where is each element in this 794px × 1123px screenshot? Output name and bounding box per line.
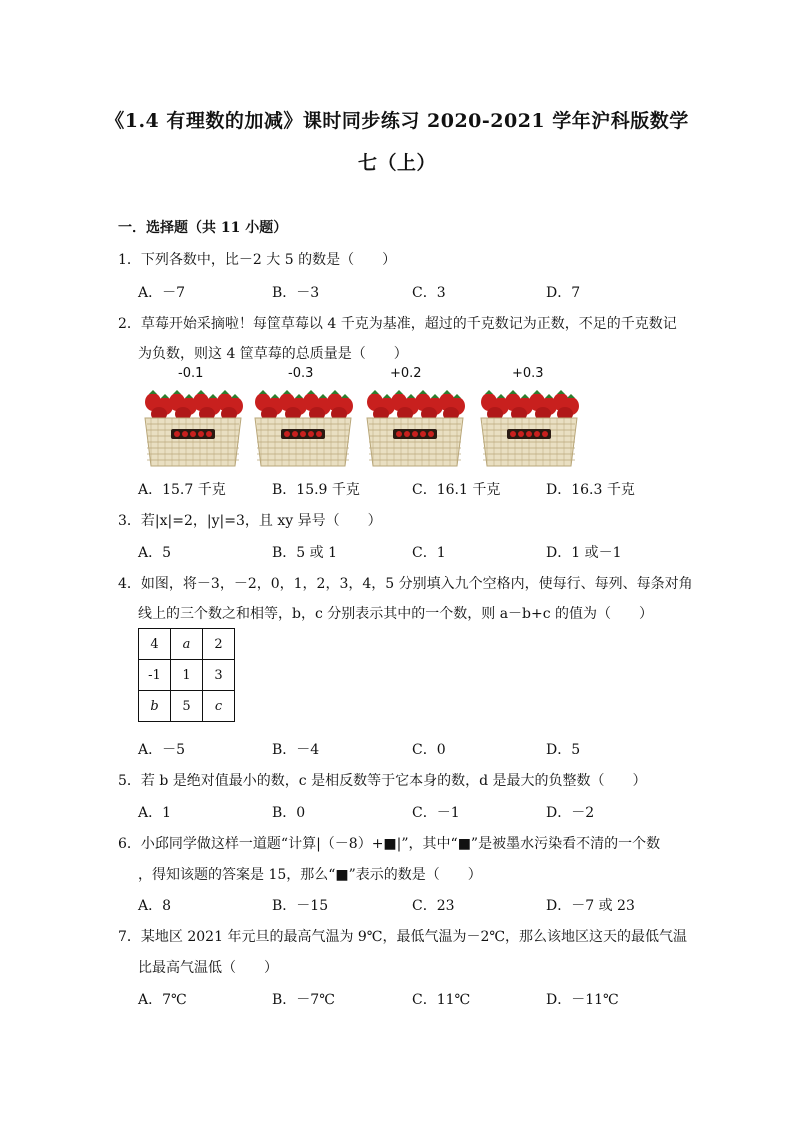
question-text: 小邱同学做这样一道题“计算|（－8）+■|”，其中“■”是被墨水污染看不清的一个数 (140, 836, 661, 852)
q1-option-b: B．－3 (272, 285, 320, 301)
basket-label-4: +0.3 (512, 366, 544, 381)
q5-option-b: B．0 (272, 805, 306, 821)
q6-option-a: A．8 (138, 898, 172, 914)
question-5 (118, 770, 647, 790)
basket-label-3: +0.2 (390, 366, 422, 381)
q6-option-c: C．23 (412, 898, 455, 914)
strawberry-basket-image (253, 382, 353, 468)
question-2-line2: 为负数，则这 4 筐草莓的总质量是（ ） (138, 346, 408, 362)
grid-row (139, 691, 235, 722)
question-3 (118, 510, 382, 530)
q4-option-a: A．－5 (138, 742, 186, 758)
question-7-line2: 比最高气温低（ ） (138, 960, 278, 976)
q6-option-b: B．－15 (272, 898, 329, 914)
question-text: 若|x|=2，|y|=3，且 xy 异号（ ） (140, 513, 382, 529)
q7-option-a: A．7℃ (138, 992, 187, 1008)
q1-option-c: C．3 (412, 285, 446, 301)
q5-option-d: D．－2 (546, 805, 595, 821)
grid-cell: 2 (203, 629, 235, 660)
question-text: 如图，将－3，－2，0，1，2，3，4，5 分别填入九个空格内，使每行、每列、每条对角 (140, 576, 693, 592)
q3-option-c: C．1 (412, 545, 446, 561)
question-text: 若 b 是绝对值最小的数，c 是相反数等于它本身的数，d 是最大的负整数（ ） (140, 773, 647, 789)
page-title: 《1.4 有理数的加减》课时同步练习 2020-2021 学年沪科版数学 (105, 110, 689, 132)
q5-option-a: A．1 (138, 805, 172, 821)
q3-option-b: B．5 或 1 (272, 545, 338, 561)
grid-cell: 5 (171, 691, 203, 722)
grid-cell: 1 (171, 660, 203, 691)
q4-option-b: B．－4 (272, 742, 320, 758)
q1-option-d: D．7 (546, 285, 581, 301)
magic-square-grid (138, 628, 235, 722)
q1-option-a: A．－7 (138, 285, 186, 301)
question-text: 草莓开始采摘啦！每筐草莓以 4 千克为基准，超过的千克数记为正数，不足的千克数记 (140, 316, 677, 332)
grid-cell: c (203, 691, 235, 722)
question-6 (118, 833, 660, 853)
q3-option-a: A．5 (138, 545, 172, 561)
strawberry-basket-image (143, 382, 243, 468)
grid-cell: 4 (139, 629, 171, 660)
question-4-line2: 线上的三个数之和相等，b，c 分别表示其中的一个数，则 a－b+c 的值为（ ） (138, 606, 654, 622)
question-6-line2: ，得知该题的答案是 15，那么“■”表示的数是（ ） (138, 867, 482, 883)
grid-cell: -1 (139, 660, 171, 691)
question-number: 5． (118, 773, 141, 789)
grid-cell: 3 (203, 660, 235, 691)
question-1 (118, 249, 396, 269)
q6-option-d: D．－7 或 23 (546, 898, 635, 914)
question-7 (118, 926, 687, 946)
q7-option-c: C．11℃ (412, 992, 471, 1008)
q7-option-b: B．－7℃ (272, 992, 335, 1008)
question-number: 4． (118, 576, 141, 592)
q7-option-d: D．－11℃ (546, 992, 619, 1008)
question-number: 1． (118, 252, 141, 268)
q4-option-c: C．0 (412, 742, 446, 758)
question-4 (118, 573, 693, 593)
basket-label-2: -0.3 (288, 366, 314, 381)
q2-option-b: B．15.9 千克 (272, 482, 360, 498)
strawberry-basket-image (365, 382, 465, 468)
q2-option-c: C．16.1 千克 (412, 482, 501, 498)
grid-row (139, 660, 235, 691)
q2-option-d: D．16.3 千克 (546, 482, 635, 498)
grid-row (139, 629, 235, 660)
q3-option-d: D．1 或－1 (546, 545, 622, 561)
grid-cell: a (171, 629, 203, 660)
question-text: 下列各数中，比－2 大 5 的数是（ ） (140, 252, 397, 268)
question-number: 7． (118, 929, 141, 945)
question-number: 6． (118, 836, 141, 852)
q2-option-a: A．15.7 千克 (138, 482, 226, 498)
question-text: 某地区 2021 年元旦的最高气温为 9℃，最低气温为－2℃，那么该地区这天的最低气温 (140, 929, 688, 945)
q4-option-d: D．5 (546, 742, 581, 758)
grid-cell: b (139, 691, 171, 722)
question-2 (118, 313, 677, 333)
strawberry-basket-image (479, 382, 579, 468)
question-number: 3． (118, 513, 141, 529)
basket-label-1: -0.1 (178, 366, 204, 381)
page-title-line2: 七（上） (357, 152, 436, 174)
question-number: 2． (118, 316, 141, 332)
q5-option-c: C．－1 (412, 805, 460, 821)
section-heading: 一．选择题（共 11 小题） (118, 220, 288, 236)
